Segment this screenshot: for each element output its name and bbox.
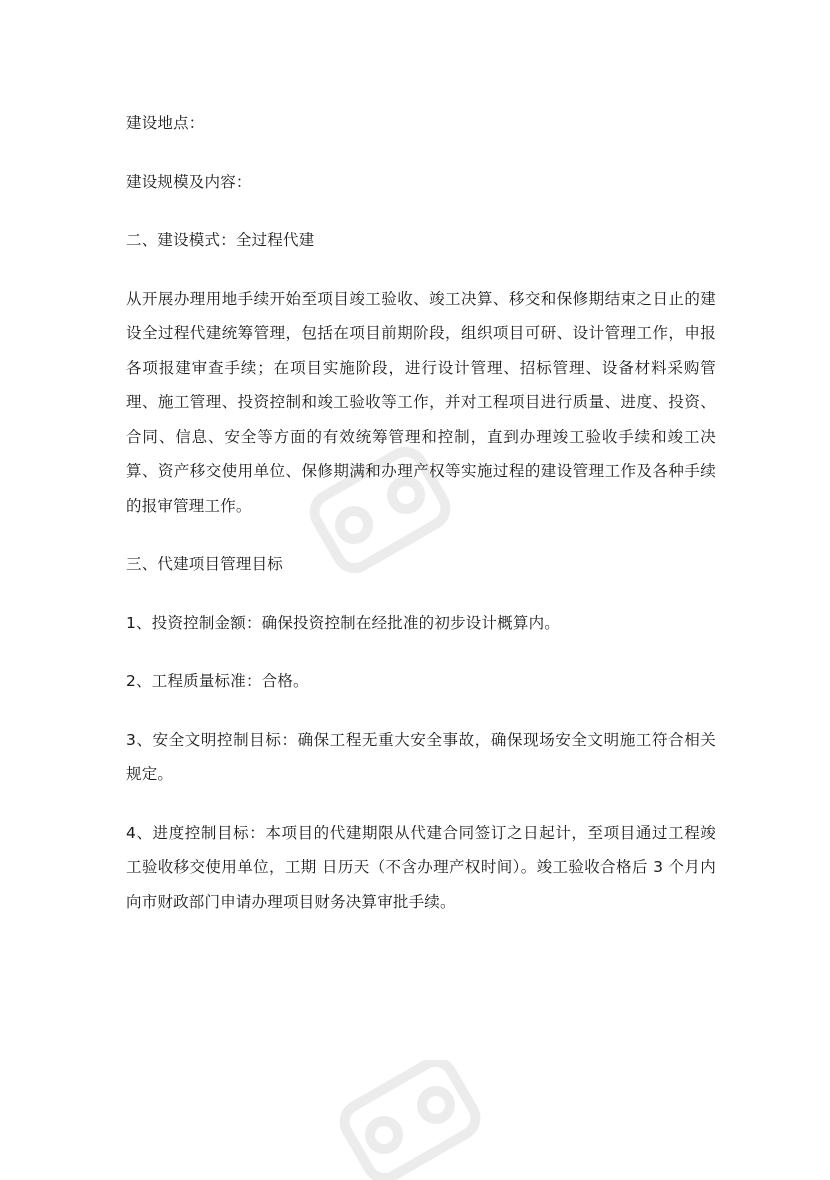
construction-scale: 建设规模及内容： [126,172,252,191]
construction-mode-description: 从开展办理用地手续开始至项目竣工验收、竣工决算、移交和保修期结束之日止的建设全过程代建统筹管理，包括在项目前期阶段，组织项目可研、设计管理工作，申报各项报建审查手续；在项目实施阶段，进行设计管理、招标管理、设备材料采购管理、施工管理、投资控制和竣工验收等工作，并对工程项目进行质量、进度、投资、合同、信息、安全等方面的有效统筹管理和控制，直到办理竣工验收手续和竣工决算、资产移交使用单位、保修期满和办理产权等实施过程的建设管理工作及各种手续的报审管理工作。 [126,289,716,515]
goal-investment-control: 1、投资控制金额：确保投资控制在经批准的初步设计概算内。 [126,613,560,632]
section-heading-management-goals: 三、代建项目管理目标 [126,555,284,573]
construction-location: 建设地点： [126,114,205,132]
section-heading-construction-mode: 二、建设模式：全过程代建 [126,231,315,249]
goal-schedule-control: 4、进度控制目标：本项目的代建期限从代建合同签订之日起计，至项目通过工程竣工验收移交使用单位，工期 日历天（不含办理产权时间）。竣工验收合格后 3 个月内向市财政部门申请办理项目财务决算审批手续。 [126,823,716,911]
goal-safety-control: 3、安全文明控制目标：确保工程无重大安全事故，确保现场安全文明施工符合相关规定。 [126,730,716,783]
document-body [126,106,716,943]
goal-quality-standard: 2、工程质量标准：合格。 [126,672,309,690]
watermark-logo-bottom [320,1060,500,1180]
